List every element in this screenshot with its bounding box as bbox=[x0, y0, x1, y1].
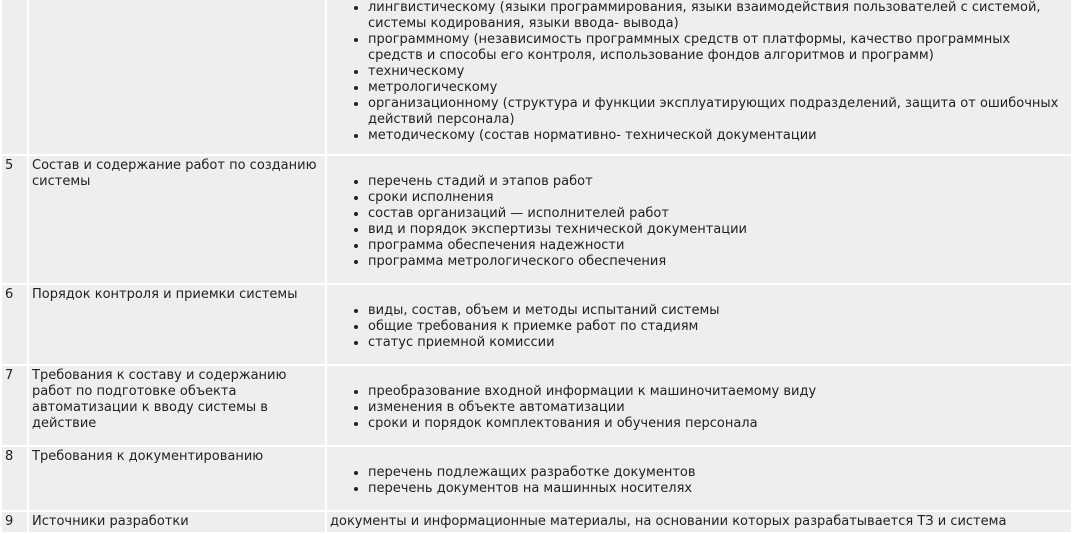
row-content bbox=[327, 0, 1071, 154]
list-item: • лингвистическому (языки программирования, языки взаимодействия пользователей с системой, системы кодирования, языки ввода- вывода) bbox=[368, 0, 1068, 32]
list-item: • программа обеспечения надежности bbox=[368, 238, 1068, 254]
row-number: 8 bbox=[2, 447, 27, 510]
list-item: • изменения в объекте автоматизации bbox=[368, 400, 1068, 416]
row-number: 9 bbox=[2, 512, 27, 532]
row-title: Источники разработки bbox=[29, 512, 325, 532]
list-item: • статус приемной комиссии bbox=[368, 335, 1068, 351]
row-content bbox=[327, 285, 1071, 364]
row-title: Требования к составу и содержанию работ по подготовке объекта автоматизации к вводу системы в действие bbox=[29, 366, 325, 445]
row-content bbox=[327, 156, 1071, 283]
row-title: Требования к документированию bbox=[29, 447, 325, 510]
list-item: • перечень стадий и этапов работ bbox=[368, 174, 1068, 190]
item-list bbox=[330, 384, 1068, 432]
list-item: • программа метрологического обеспечения bbox=[368, 254, 1068, 270]
row-content bbox=[327, 366, 1071, 445]
table-row bbox=[2, 447, 1071, 510]
item-list bbox=[330, 303, 1068, 351]
item-list bbox=[330, 465, 1068, 497]
row-number: 7 bbox=[2, 366, 27, 445]
table-row bbox=[2, 285, 1071, 364]
item-list bbox=[330, 0, 1068, 144]
list-item: • перечень документов на машинных носителях bbox=[368, 481, 1068, 497]
list-item: • методическому (состав нормативно- технической документации bbox=[368, 128, 1068, 144]
list-item: • техническому bbox=[368, 64, 1068, 80]
row-title: Состав и содержание работ по созданию системы bbox=[29, 156, 325, 283]
list-item: • перечень подлежащих разработке документов bbox=[368, 465, 1068, 481]
row-number: 5 bbox=[2, 156, 27, 283]
list-item: • метрологическому bbox=[368, 80, 1068, 96]
list-item: • состав организаций — исполнителей работ bbox=[368, 206, 1068, 222]
list-item: • сроки исполнения bbox=[368, 190, 1068, 206]
list-item: • виды, состав, объем и методы испытаний системы bbox=[368, 303, 1068, 319]
row-title: Порядок контроля и приемки системы bbox=[29, 285, 325, 364]
row-content: документы и информационные материалы, на основании которых разрабатывается ТЗ и система bbox=[327, 512, 1071, 532]
table-row bbox=[2, 156, 1071, 283]
row-title bbox=[29, 0, 325, 154]
table-row bbox=[2, 512, 1071, 532]
list-item: • общие требования к приемке работ по стадиям bbox=[368, 319, 1068, 335]
list-item: • программному (независимость программных средств от платформы, качество программных средств и способы его контроля, использование фондов алгоритмов и программ) bbox=[368, 32, 1068, 64]
table-row bbox=[2, 0, 1071, 154]
table-row bbox=[2, 366, 1071, 445]
list-item: • сроки и порядок комплектования и обучения персонала bbox=[368, 416, 1068, 432]
list-item: • вид и порядок экспертизы технической документации bbox=[368, 222, 1068, 238]
list-item: • преобразование входной информации к машиночитаемому виду bbox=[368, 384, 1068, 400]
row-number: 6 bbox=[2, 285, 27, 364]
list-item: • организационному (структура и функции эксплуатирующих подразделений, защита от ошибочных действий персонала) bbox=[368, 96, 1068, 128]
item-list bbox=[330, 174, 1068, 270]
row-content bbox=[327, 447, 1071, 510]
row-number bbox=[2, 0, 27, 154]
